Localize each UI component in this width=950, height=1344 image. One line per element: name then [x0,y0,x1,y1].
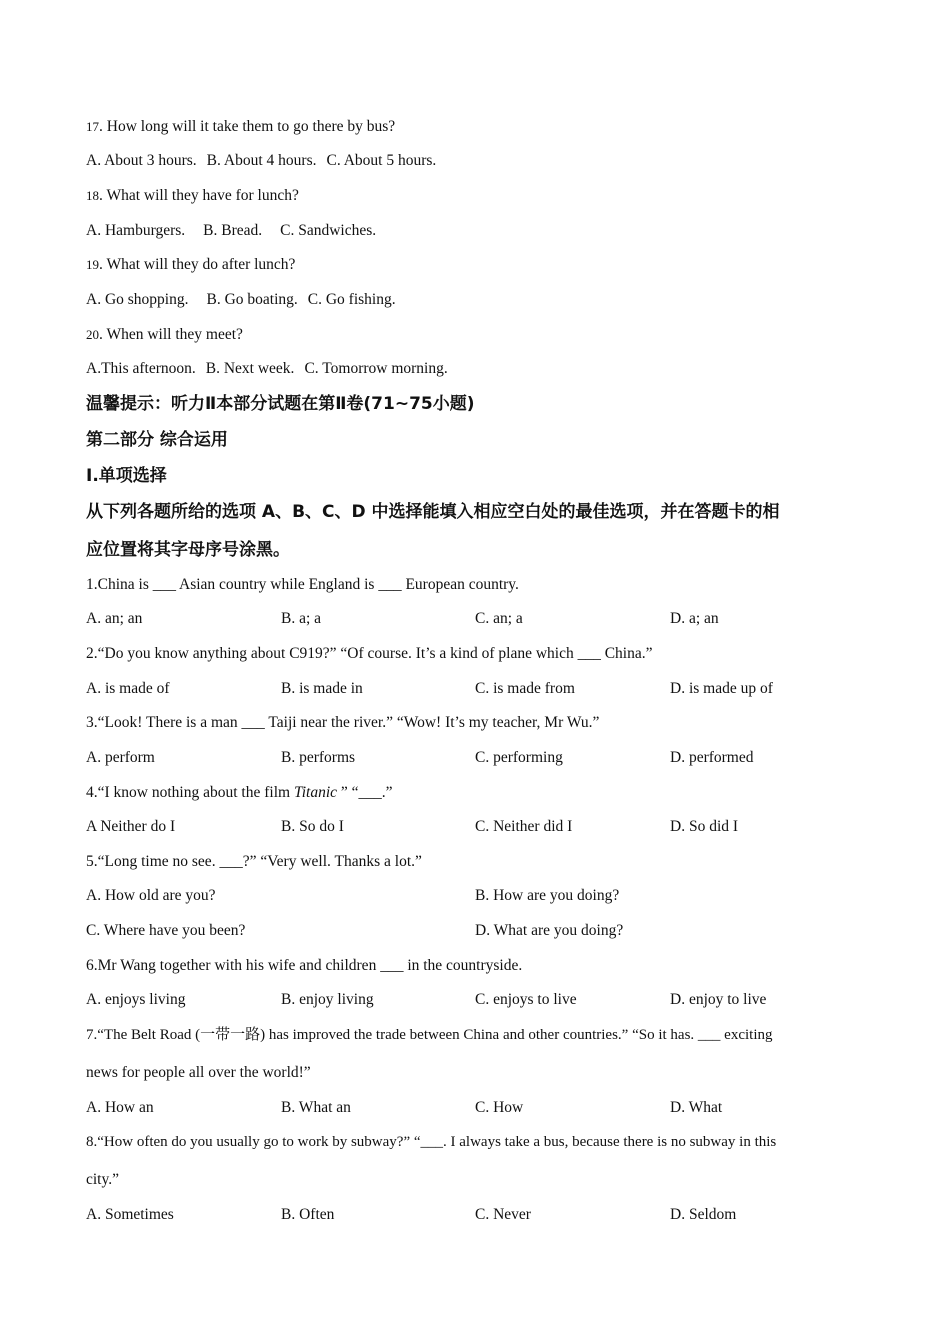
mcq-1-option-c: C. an; a [475,610,523,627]
mcq-5-option-b: B. How are you doing? [475,887,620,904]
listening-tip: 温馨提示：听力Ⅱ本部分试题在第Ⅱ卷(71~75小题) [86,394,475,414]
mcq-8-option-d: D. Seldom [670,1206,737,1223]
question-19: 19. What will they do after lunch? [86,256,296,273]
mcq-2-stem: 2.“Do you know anything about C919?” “Of course. It’s a kind of plane which ___ China.” [86,645,653,662]
question-17: 17. How long will it take them to go there by bus? [86,118,396,135]
question-20-options: A.This afternoon. B. Next week. C. Tomorrow morning. [86,360,448,377]
mcq-4-option-c: C. Neither did I [475,818,573,835]
mcq-2-option-a: A. is made of [86,680,170,697]
mcq-3-stem: 3.“Look! There is a man ___ Taiji near the river.” “Wow! It’s my teacher, Mr Wu.” [86,714,600,731]
mcq-8-option-b: B. Often [281,1206,335,1223]
mcq-6-option-c: C. enjoys to live [475,991,577,1008]
mcq-8-option-a: A. Sometimes [86,1206,174,1223]
mcq-3-option-c: C. performing [475,749,563,766]
mcq-5-option-d: D. What are you doing? [475,922,624,939]
question-19-options: A. Go shopping. B. Go boating. C. Go fishing. [86,291,396,308]
mcq-1-stem: 1.China is ___ Asian country while England is ___ European country. [86,576,519,593]
mcq-7-option-c: C. How [475,1099,524,1116]
mcq-2-option-c: C. is made from [475,680,575,697]
mcq-6-option-b: B. enjoy living [281,991,374,1008]
mcq-5-option-a: A. How old are you? [86,887,216,904]
question-18-options: A. Hamburgers. B. Bread. C. Sandwiches. [86,222,377,239]
mcq-3-option-b: B. performs [281,749,356,766]
mcq-5-stem: 5.“Long time no see. ___?” “Very well. Thanks a lot.” [86,853,422,870]
mcq-7-stem-line-1: 7.“The Belt Road (一带一路) has improved the trade between China and other countries.” “So it has. ___ exciting [86,1027,773,1043]
mcq-5-option-c: C. Where have you been? [86,922,246,939]
film-title: Titanic [293,784,338,801]
instruction-line-2: 应位置将其字母序号涂黑。 [86,540,290,560]
question-20: 20. When will they meet? [86,326,243,343]
mcq-8-option-c: C. Never [475,1206,531,1223]
mcq-7-option-a: A. How an [86,1099,154,1116]
mcq-4-option-b: B. So do I [281,818,344,835]
mcq-7-stem-line-2: news for people all over the world!” [86,1064,311,1081]
instruction-line-1: 从下列各题所给的选项 A、B、C、D 中选择能填入相应空白处的最佳选项，并在答题卡的相 [86,502,780,522]
mcq-8-stem-line-2: city.” [86,1171,119,1188]
mcq-1-option-b: B. a; a [281,610,322,627]
mcq-1-option-a: A. an; an [86,610,143,627]
mcq-7-option-d: D. What [670,1099,723,1116]
mcq-6-option-d: D. enjoy to live [670,991,767,1008]
mcq-6-option-a: A. enjoys living [86,991,186,1008]
mcq-3-option-d: D. performed [670,749,754,766]
mcq-6-stem: 6.Mr Wang together with his wife and children ___ in the countryside. [86,957,523,974]
mcq-4-option-a: A Neither do I [86,818,176,835]
mcq-4-stem: 4.“I know nothing about the film Titanic ” “___.” [86,784,393,801]
question-18: 18. What will they have for lunch? [86,187,299,204]
part-two-heading: 第二部分 综合运用 [86,430,228,450]
mcq-4-option-d: D. So did I [670,818,739,835]
section-one-heading: Ⅰ.单项选择 [86,466,167,486]
mcq-8-stem-line-1: 8.“How often do you usually go to work by subway?” “___. I always take a bus, because there is no subway in this [86,1134,777,1150]
mcq-3-option-a: A. perform [86,749,155,766]
mcq-2-option-d: D. is made up of [670,680,773,697]
mcq-1-option-d: D. a; an [670,610,719,627]
mcq-7-option-b: B. What an [281,1099,351,1116]
question-17-options: A. About 3 hours. B. About 4 hours. C. About 5 hours. [86,152,437,169]
mcq-2-option-b: B. is made in [281,680,363,697]
